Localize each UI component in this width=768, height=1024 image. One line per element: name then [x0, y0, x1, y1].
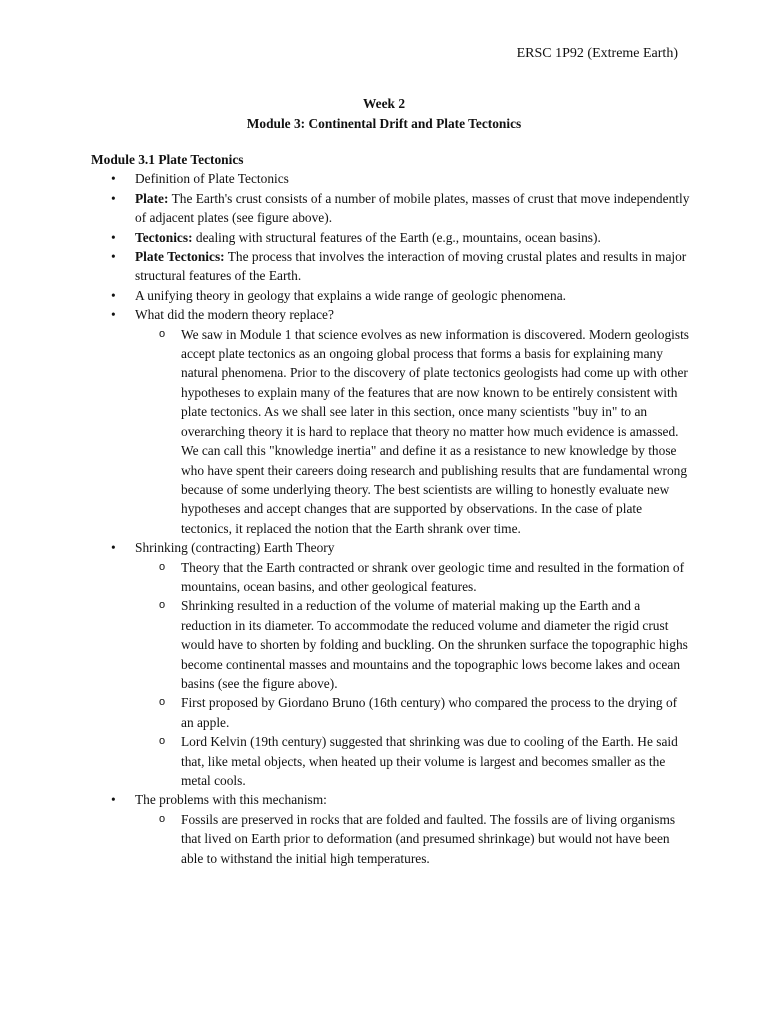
main-bullet-list: [91, 169, 691, 868]
list-item: [91, 247, 691, 286]
term-plate: Plate:: [135, 190, 169, 206]
sub-list-item: [135, 596, 691, 693]
sub-bullet-list: [135, 325, 691, 538]
sub-list-item: [135, 558, 691, 597]
sub-list-item-text: Shrinking resulted in a reduction of the volume of material making up the Earth and a reduction in its diameter. To accommodate the reduced volume and diameter the rigid crust would have to shorten by folding and buckling. On the shrunken surface the topographic highs become continental masses and mountains and the topographic lows become lakes and ocean basins (see the figure above).: [181, 598, 688, 691]
sub-bullet-marker: o: [159, 599, 166, 612]
list-item-text: The problems with this mechanism:: [135, 792, 327, 808]
sub-list-item-text: Fossils are preserved in rocks that are folded and faulted. The fossils are of living organisms that lived on Earth prior to deformation (and presumed shrinkage) but would not have been able to withstand the initial high temperatures.: [181, 811, 676, 866]
title-block: [0, 94, 768, 133]
definition-tectonics: dealing with structural features of the Earth (e.g., mountains, ocean basins).: [192, 229, 601, 245]
sub-bullet-marker: o: [159, 812, 166, 825]
sub-bullet-marker: o: [159, 735, 166, 748]
list-item-text: A unifying theory in geology that explains a wide range of geologic phenomena.: [135, 287, 566, 303]
sub-bullet-marker: o: [159, 696, 166, 709]
list-item: [91, 189, 691, 228]
sub-bullet-list: [135, 558, 691, 791]
bullet-marker: •: [111, 792, 116, 808]
bullet-marker: •: [111, 307, 116, 323]
sub-bullet-marker: o: [159, 327, 166, 340]
sub-list-item-text: First proposed by Giordano Bruno (16th century) who compared the process to the drying of an apple.: [181, 695, 678, 730]
sub-bullet-list: [135, 810, 691, 868]
list-item: [91, 169, 691, 188]
definition-plate-tectonics: The process that involves the interaction of moving crustal plates and results in major structural features of the Earth.: [135, 249, 687, 284]
sub-list-item: [135, 732, 691, 790]
bullet-marker: •: [111, 287, 116, 303]
list-item-text: Definition of Plate Tectonics: [135, 171, 289, 187]
bullet-marker: •: [111, 190, 116, 206]
list-item: [91, 538, 691, 790]
bullet-marker: •: [111, 171, 116, 187]
definition-plate: The Earth's crust consists of a number of mobile plates, masses of crust that move independently of adjacent plates (see figure above).: [135, 190, 690, 226]
sub-list-item: [135, 325, 691, 538]
module-title: Module 3: Continental Drift and Plate Tectonics: [246, 115, 522, 131]
term-plate-tectonics: Plate Tectonics:: [135, 249, 225, 265]
sub-list-item: [135, 693, 691, 732]
list-item: [91, 286, 691, 305]
course-header: ERSC 1P92 (Extreme Earth): [516, 46, 678, 61]
list-item-text: Shrinking (contracting) Earth Theory: [135, 540, 335, 556]
sub-list-item: [135, 810, 691, 868]
bullet-marker: •: [111, 229, 116, 245]
list-item-text: What did the modern theory replace?: [135, 307, 334, 323]
sub-list-item-text: Lord Kelvin (19th century) suggested that shrinking was due to cooling of the Earth. He said that, like metal objects, when heated up their volume is largest and becomes smaller as the metal cools.: [181, 734, 678, 788]
week-title: Week 2: [362, 96, 406, 111]
list-item: [91, 790, 691, 868]
term-tectonics: Tectonics:: [135, 229, 193, 245]
sub-bullet-marker: o: [159, 560, 166, 573]
sub-list-item-text: Theory that the Earth contracted or shrank over geologic time and resulted in the formation of mountains, ocean basins, and other geological features.: [181, 559, 685, 594]
document-body: [91, 150, 691, 868]
bullet-marker: •: [111, 249, 116, 265]
sub-list-item-text: We saw in Module 1 that science evolves as new information is discovered. Modern geologists accept plate tectonics as an ongoing global process that forms a basis for explaining many natural phenomena. Prior to the discovery of plate tectonics geologists had come up with other hypotheses to explain many of the features that are now known to be entirely consistent with plate tectonics. As we shall see later in this section, once many scientists "buy in" to an overarching theory it is hard to replace that theory no matter how much evidence is amassed. We can call this "knowledge inertia" and define it as a resistance to new knowledge by those who have spent their careers doing research and publishing results that are fundamental wrong because of some underlying theory. The best scientists are willing to honestly evaluate new hypotheses and accept changes that are supported by observations. In the case of plate tectonics, it replaced the notion that the Earth shrank over time.: [181, 326, 690, 536]
list-item: [91, 305, 691, 538]
section-heading: Module 3.1 Plate Tectonics: [91, 152, 244, 167]
bullet-marker: •: [111, 540, 116, 556]
list-item: [91, 228, 691, 247]
